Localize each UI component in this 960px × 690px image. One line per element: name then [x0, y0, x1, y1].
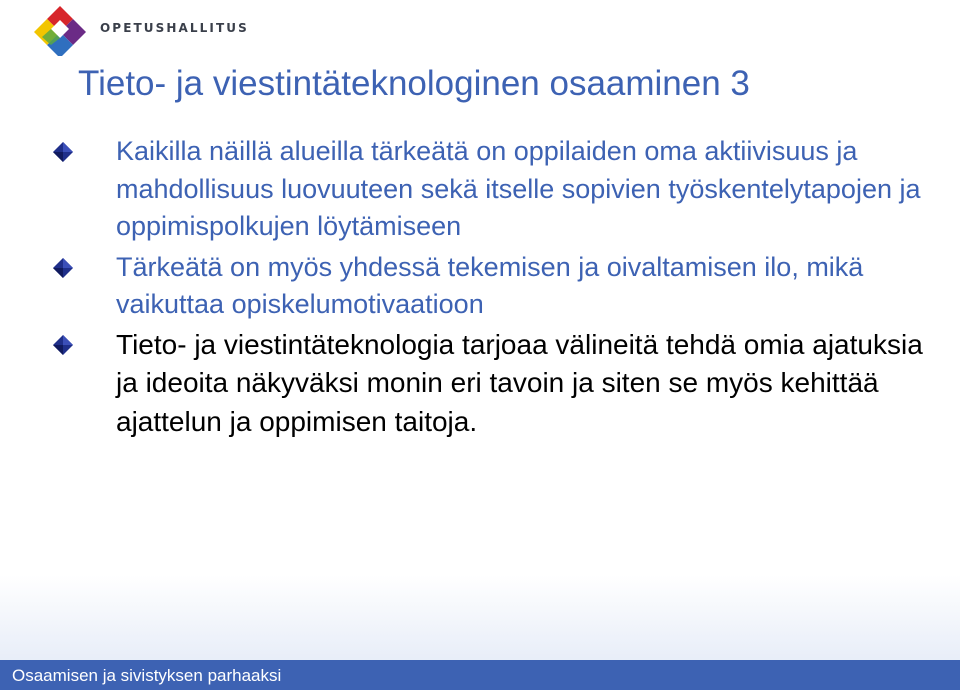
brand-name: OPETUSHALLITUS — [100, 21, 249, 35]
footer-bar — [0, 660, 960, 690]
bullet-item — [50, 326, 930, 442]
bullet-item — [50, 249, 930, 323]
diamond-bullet-icon — [52, 257, 74, 279]
bullet-text: Kaikilla näillä alueilla tärkeätä on oppilaiden oma aktiivisuus ja mahdollisuus luovuuteen sekä itselle sopivien työskentelytapojen ja oppimispolkujen löytämiseen — [116, 136, 921, 241]
bullet-text: Tärkeätä on myös yhdessä tekemisen ja oivaltamisen ilo, mikä vaikuttaa opiskelumotivaatioon — [116, 251, 864, 319]
bullet-item — [50, 133, 930, 246]
diamond-bullet-icon — [52, 334, 74, 356]
footer-gradient — [0, 575, 960, 660]
slide-title: Tieto- ja viestintäteknologinen osaaminen 3 — [78, 64, 750, 103]
diamond-color-logo-icon — [30, 4, 90, 56]
bullet-text: Tieto- ja viestintäteknologia tarjoaa välineitä tehdä omia ajatuksia ja ideoita näkyväksi monin eri tavoin ja siten se myös kehittää ajattelun ja oppimisen taitoja. — [116, 328, 923, 437]
diamond-bullet-icon — [52, 141, 74, 163]
footer-text: Osaamisen ja sivistyksen parhaaksi — [12, 666, 282, 685]
bullet-list — [50, 133, 930, 441]
